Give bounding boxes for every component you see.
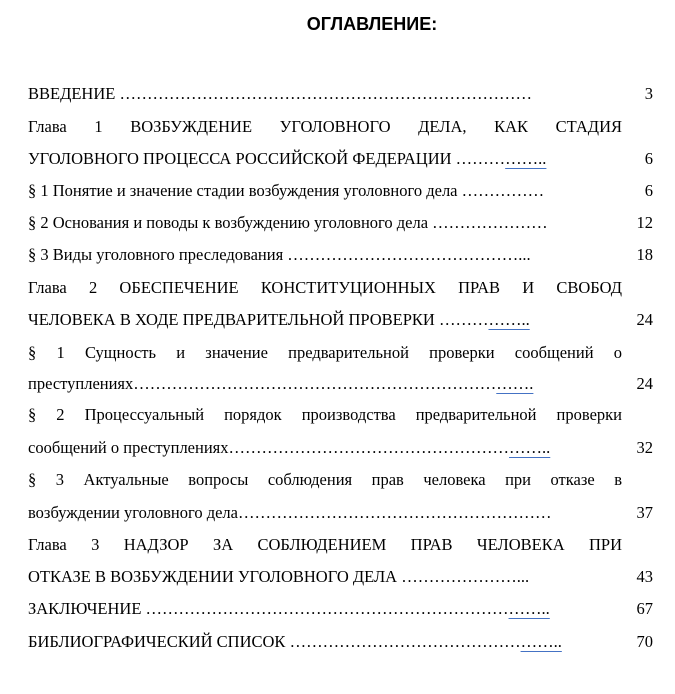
toc-line-text: Глава 2 ОБЕСПЕЧЕНИЕ КОНСТИТУЦИОННЫХ ПРАВ И СВОБОД <box>28 278 622 297</box>
toc-line-text: § 3 Виды уголовного преследования ……………………………………... <box>28 245 531 264</box>
toc-line-chapter2-b <box>28 310 622 330</box>
toc-page-number: 43 <box>636 567 653 586</box>
toc-underlined-dots: …….. <box>509 438 551 457</box>
toc-title: ОГЛАВЛЕНИЕ: <box>306 14 438 34</box>
toc-page-number: 3 <box>644 84 653 103</box>
toc-line-text: БИБЛИОГРАФИЧЕСКИЙ СПИСОК …………………………………… <box>28 632 521 651</box>
toc-line-text: § 1 Сущность и значение предварительной проверки сообщений о <box>28 343 622 362</box>
toc-page-number: 67 <box>636 599 653 618</box>
toc-line-text: ОТКАЗЕ В ВОЗБУЖДЕНИИ УГОЛОВНОГО ДЕЛА …………………... <box>28 567 530 586</box>
toc-underlined-dots: ……. <box>496 374 534 393</box>
toc-line-intro <box>28 84 622 104</box>
toc-line-chapter3-a <box>28 535 622 555</box>
toc-line-text: Глава 1 ВОЗБУЖДЕНИЕ УГОЛОВНОГО ДЕЛА, КАК СТАДИЯ <box>28 117 622 136</box>
toc-underlined-dots: …….. <box>488 310 530 329</box>
toc-line-text: § 3 Актуальные вопросы соблюдения прав человека при отказе в <box>28 470 622 489</box>
toc-underlined-dots: …….. <box>508 599 550 618</box>
toc-line-text: возбуждении уголовного дела………………………………………………… <box>28 503 552 522</box>
toc-page-number: 6 <box>644 149 653 168</box>
toc-line-section2-3-b <box>28 503 622 523</box>
toc-line-section1-3 <box>28 245 622 265</box>
toc-page-number: 6 <box>644 181 653 200</box>
toc-line-text: § 1 Понятие и значение стадии возбуждения уголовного дела …………… <box>28 181 545 200</box>
toc-line-text: ВВЕДЕНИЕ ………………………………………………………………… <box>28 84 532 103</box>
toc-line-text: преступлениях………………………………………………………… <box>28 374 497 393</box>
toc-line-text: ЧЕЛОВЕКА В ХОДЕ ПРЕДВАРИТЕЛЬНОЙ ПРОВЕРКИ ……… <box>28 310 489 329</box>
toc-line-section2-2-b <box>28 438 622 458</box>
toc-page-number: 12 <box>636 213 653 232</box>
toc-line-section1-1 <box>28 181 622 201</box>
toc-line-conclusion <box>28 599 622 619</box>
toc-line-chapter3-b <box>28 567 622 587</box>
toc-line-section2-3-a <box>28 470 622 490</box>
toc-line-chapter1-a <box>28 117 622 137</box>
toc-line-section2-1-a <box>28 343 622 363</box>
toc-page-number: 24 <box>636 374 653 393</box>
toc-underlined-dots: …….. <box>505 149 547 168</box>
toc-line-text: ЗАКЛЮЧЕНИЕ ………………………………………………………… <box>28 599 509 618</box>
toc-page-number: 24 <box>636 310 653 329</box>
toc-page-number: 18 <box>636 245 653 264</box>
toc-line-bibliography <box>28 632 622 652</box>
toc-line-text: § 2 Основания и поводы к возбуждению уголовного дела ………………… <box>28 213 548 232</box>
toc-line-text: сообщений о преступлениях…………………………………………… <box>28 438 510 457</box>
toc-page-number: 37 <box>636 503 653 522</box>
toc-line-section2-1-b <box>28 374 622 394</box>
toc-line-text: Глава 3 НАДЗОР ЗА СОБЛЮДЕНИЕМ ПРАВ ЧЕЛОВЕКА ПРИ <box>28 535 622 554</box>
toc-page-number: 70 <box>636 632 653 651</box>
toc-line-chapter2-a <box>28 278 622 298</box>
toc-line-chapter1-b <box>28 149 622 169</box>
toc-line-section2-2-a <box>28 405 622 425</box>
toc-page-number: 32 <box>636 438 653 457</box>
toc-line-text: § 2 Процессуальный порядок производства предварительной проверки <box>28 405 622 424</box>
toc-underlined-dots: …….. <box>520 632 562 651</box>
toc-line-section1-2 <box>28 213 622 233</box>
toc-line-text: УГОЛОВНОГО ПРОЦЕССА РОССИЙСКОЙ ФЕДЕРАЦИИ ……… <box>28 149 506 168</box>
